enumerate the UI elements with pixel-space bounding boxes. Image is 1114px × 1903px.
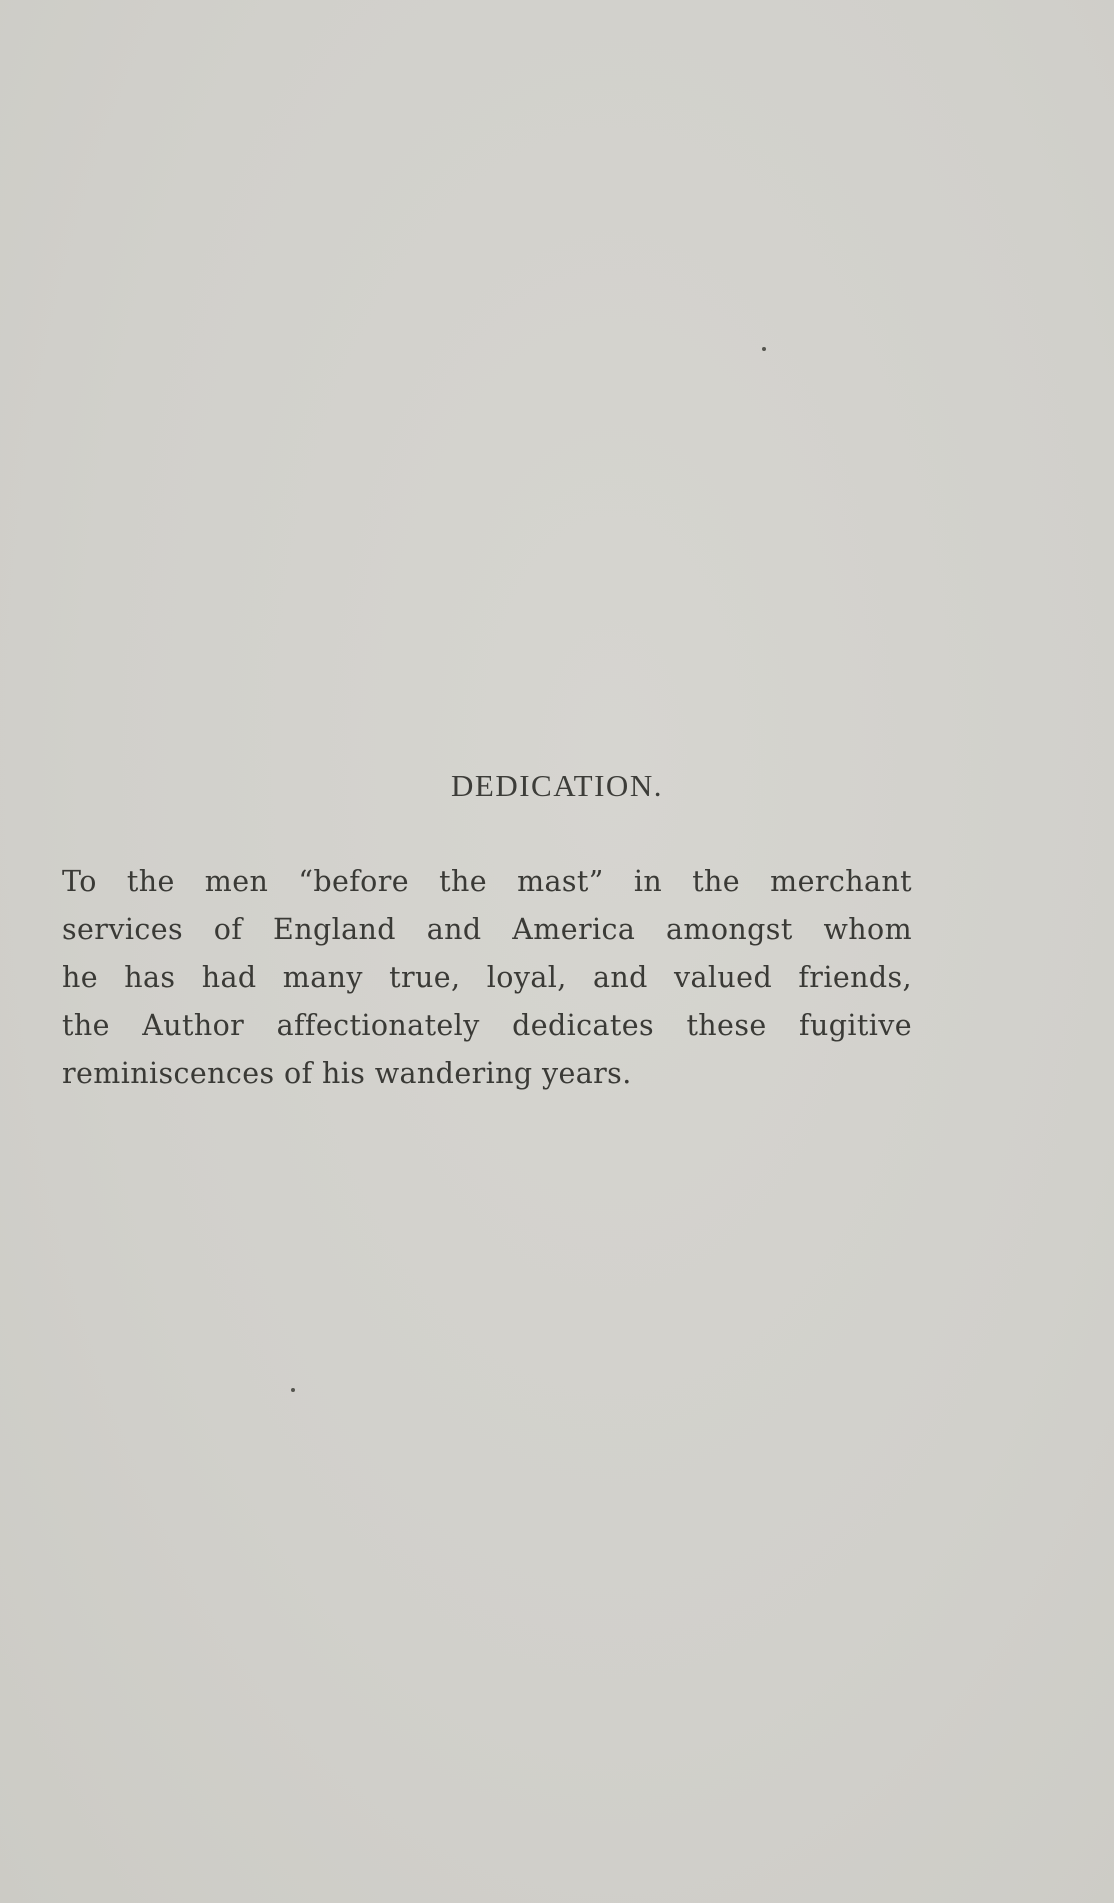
paragraph-line: To the men “before the mast” in the merchant — [62, 865, 912, 898]
dedication-paragraph — [62, 858, 912, 1098]
ink-speck — [762, 347, 766, 351]
dedication-heading: DEDICATION. — [451, 768, 663, 803]
paragraph-line: the Author affectionately dedicates these fugitive — [62, 1009, 912, 1042]
paragraph-line: reminiscences of his wandering years. — [62, 1057, 632, 1090]
paragraph-line: he has had many true, loyal, and valued friends, — [62, 961, 912, 994]
paragraph-line: services of England and America amongst whom — [62, 913, 912, 946]
ink-speck — [291, 1388, 295, 1392]
